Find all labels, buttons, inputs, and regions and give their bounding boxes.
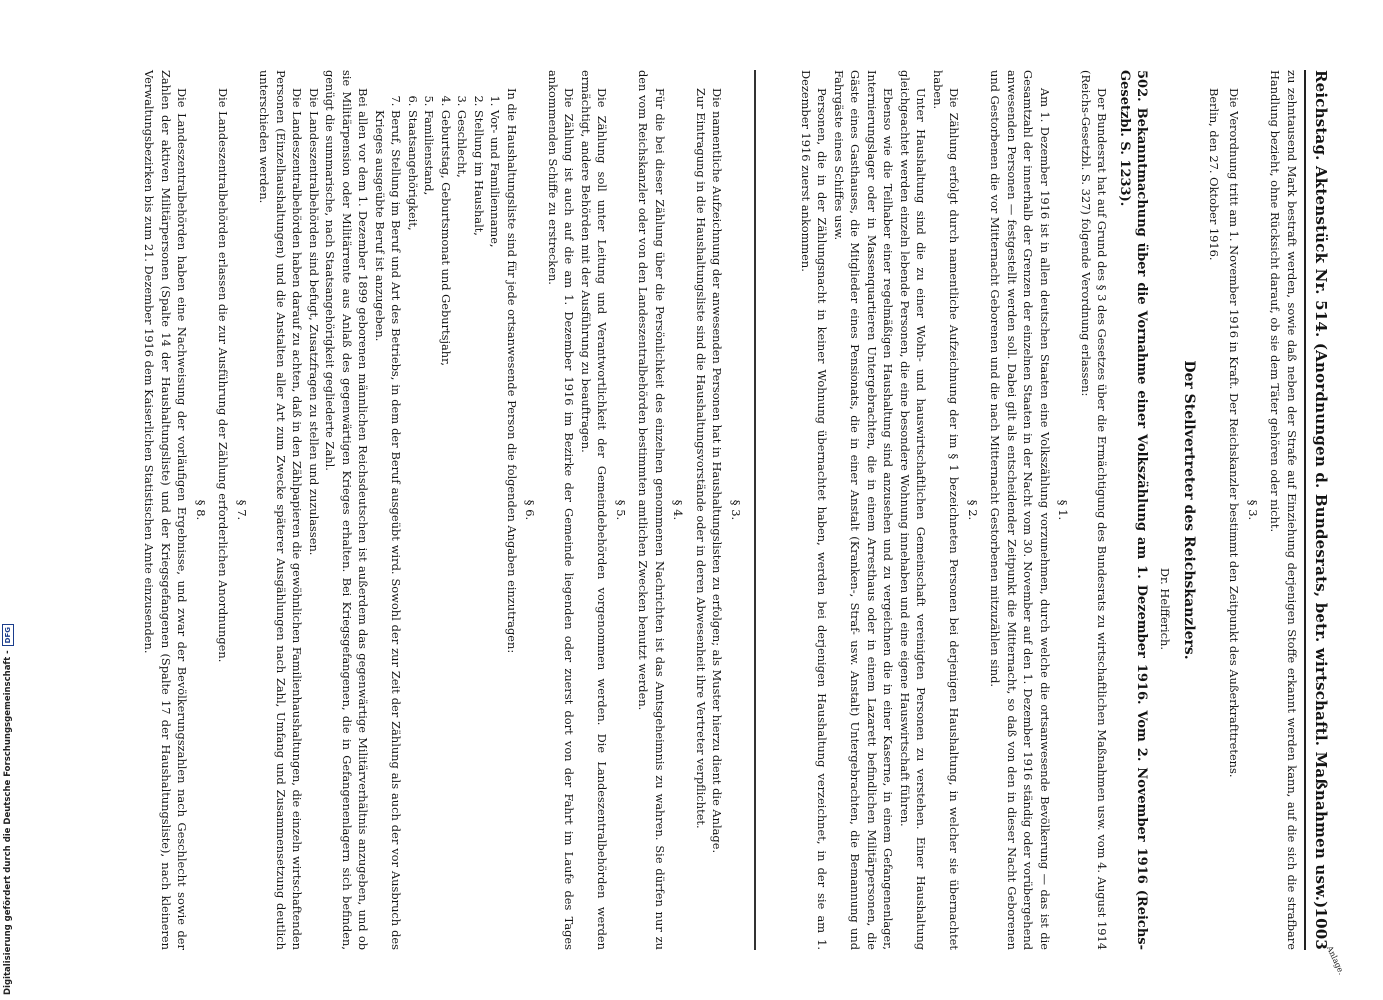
header-rule [1304, 70, 1306, 950]
section-title: § 4. [671, 499, 686, 521]
list-item: 7. Beruf, Stellung im Beruf und Art des Betriebs, in dem der Beruf ausgeübt wird. Sowohl der zur Zeit der Zählung als auch der vor Ausbruch des Krieges ausgeübte Beruf ist anzugeben. [372, 110, 405, 950]
rotated-document [90, 70, 1347, 977]
section-paragraph: Die namentliche Aufzeichnung der anwesenden Personen hat in Haushaltungslisten zu erfolgen; als Muster hierzu dient die Anlage. [710, 88, 725, 854]
dfg-logo: DFG [2, 624, 14, 646]
section-title: § 5. [614, 499, 628, 521]
section-paragraph: Unter Haushaltung sind die zu einer Wohn- und hauswirtschaftlichen Gemeinschaft vereinigten Personen zu verstehen. Einer Haushaltung gleichgeachtet werden einzeln lebende Personen, die eine besondere Wohnung innehaben und eine eigene Hauswirtschaft führen. [898, 70, 929, 950]
page-number: 1003 [1312, 907, 1330, 950]
section-paragraph: Am 1. Dezember 1916 ist in allen deutschen Staaten eine Volkszählung vorzunehmen, durch welche die ortsanwesende Bevölkerung — das ist die Gesamtzahl der innerhalb der Grenzen der einzelnen Staaten in der Nacht vom 30. November auf den 1. Dezember 1916 ständig oder vorübergehend anwesenden Personen — festgestellt werden soll. Dabei gilt als entscheidender Zeitpunkt die Mitternacht, so daß von den in dieser Nacht Geborenen und Gestorbenen die vor Mitternacht Geborenen und die nach Mitternacht Gestorbenen mitzuzählen sind. [988, 70, 1052, 950]
list-item: 1. Vor- und Familienname, [487, 110, 504, 950]
list-item: 5. Familienstand, [421, 110, 438, 950]
section-title: § 7. [235, 499, 249, 521]
census-items-list [372, 70, 504, 950]
intro-paragraph: zu zehntausend Mark bestraft werden, sowie daß neben der Strafe auf Einziehung derjenigen Stoffe erkannt werden kann, auf die sich die strafbare Handlung bezieht, ohne Rücksicht darauf, ob sie dem Täter gehören oder nicht. [1268, 70, 1299, 950]
section-title: § 6. [523, 499, 538, 521]
digitization-credit [2, 624, 14, 995]
section-title: § 1. [1056, 499, 1071, 521]
signer-name: Dr. Helfferich. [1158, 567, 1172, 650]
margin-note: Anlage. [1324, 944, 1347, 977]
section-paragraph: Personen, die in der Zählungsnacht in keiner Wohnung übernachtet haben, werden bei derjenigen Haushaltung verzeichnet, in der sie am 1. Dezember 1916 zuerst ankommen. [799, 70, 830, 950]
column-right [130, 70, 750, 950]
section-paragraph: In die Haushaltungsliste sind für jede ortsanwesende Person die folgenden Angaben einzutragen: [505, 88, 519, 654]
section-paragraph: Für die bei dieser Zählung über die Persönlichkeit des einzelnen genommenen Nachrichten ist das Amtsgeheimnis zu wahren. Sie dürfen nur zu den vom Reichskanzler oder von den Landeszentralbehörden bestimmten amtlichen Zwecken benutzt werden. [636, 70, 667, 950]
section-paragraph: Die Zählung erfolgt durch namentliche Aufzeichnung der im § 1 bezeichneten Personen bei derjenigen Haushaltung, in welcher sie übernachtet haben. [931, 70, 962, 950]
list-item: 3. Geschlecht, [454, 110, 471, 950]
section-title: § 8. [194, 499, 208, 521]
signer-title: Der Stellvertreter des Reichskanzlers. [1181, 360, 1198, 660]
column-divider [754, 70, 756, 950]
section-paragraph: Die Landeszentralbehörden erlassen die zur Ausführung der Zählung erforderlichen Anordnungen. [216, 88, 231, 663]
credit-text: Digitalisierung gefördert durch die Deutsche Forschungsgemeinschaft - [3, 650, 13, 995]
list-item: 4. Geburtstag, Geburtsmonat und Geburtsjahr, [438, 110, 455, 950]
section-paragraph: Die Zählung ist auch auf die am 1. Dezember 1916 im Bezirke der Gemeinde liegenden oder zuerst dort von der Fahrt im Laufe des Tages ankommenden Schiffe zu erstrecken. [546, 70, 577, 950]
section-title: § 3. [1246, 499, 1260, 521]
header-title: Reichstag. Aktenstück Nr. 514. (Anordnungen d. Bundesrats, betr. wirtschaftl. Maßnahmen usw.) [1312, 70, 1330, 909]
section-paragraph: Bei allen vor dem 1. Dezember 1899 geborenen männlichen Reichsdeutschen ist außerdem das gegenwärtige Militärverhältnis anzugeben, und ob sie Militärpension oder Militärrente aus Anlaß des gegenwärtigen Krieges erhalten. Bei Kriegsgefangenen, die in Gefangenenlagern sich befinden, genügt die summarische, nach Staatsangehörigkeit gegliederte Zahl. [323, 70, 371, 950]
section-paragraph: Zur Eintragung in die Haushaltungsliste sind die Haushaltungsvorstände oder in deren Abwesenheit ihre Vertreter verpflichtet. [694, 88, 708, 829]
decree-intro: Der Bundesrat hat auf Grund des § 3 des Gesetzes über die Ermächtigung des Bundesrats zu wirtschaftlichen Maßnahmen usw. vom 4. August 1914 (Reichs-Gesetzbl. S. 327) folgende Verordnung erlassen: [1079, 70, 1110, 950]
column-left [760, 70, 1300, 950]
section-paragraph: Die Verordnung tritt am 1. November 1916 in Kraft. Der Reichskanzler bestimmt den Zeitpunkt des Außerkrafttretens. [1227, 88, 1242, 778]
page-header [1310, 70, 1330, 950]
decree-heading: 502. Bekanntmachung über die Vornahme einer Volkszählung am 1. Dezember 1916. Vom 2. November 1916 (Reichs-Gesetzbl. S. 1233). [1117, 70, 1150, 950]
section-paragraph: Die Landeszentralbehörden haben eine Nachweisung der vorläufigen Ergebnisse, und zwar der Bevölkerungszahlen nach Geschlecht sowie der Zahlen der aktiven Militärpersonen (Spalte 14 der Haushaltungsliste) und der Kriegsgefangenen (Spalte 17 der Haushaltungsliste), nach kleineren Verwaltungsbezirken bis zum 21. Dezember 1916 dem Kaiserlichen Statistischen Amte einzusenden. [142, 70, 190, 950]
section-paragraph: Die Landeszentralbehörden sind befugt, Zusatzfragen zu stellen und zuzulassen. [307, 88, 321, 556]
place-date: Berlin, den 27. Oktober 1916. [1207, 88, 1221, 261]
section-title: § 3. [729, 499, 743, 521]
list-item: 6. Staatsangehörigkeit, [405, 110, 422, 950]
section-paragraph: Die Zählung soll unter Leitung und Verantwortlichkeit der Gemeindebehörden vorgenommen werden. Die Landeszentralbehörden werden ermächtigt, andere Behörden mit der Ausführung zu beauftragen. [579, 70, 610, 950]
section-paragraph: Ebenso wie die Teilhaber einer regelmäßigen Haushaltung sind anzusehen und zu vergeichnen die in einer Kaserne, in einem Gefangenenlager, Internierungslager oder in Massenquartieren Untergebrachten, die in einem Arresthaus oder in einem Lazarett befindlichen Militärpersonen, die Gäste eines Gasthauses, die Mitglieder eines Pensionats, die in einer Anstalt (Kranken-, Straf- usw. Anstalt) Untergebrachten, die Bemannung und Fahrgäste eines Schiffes usw. [832, 70, 896, 950]
list-item: 2. Stellung im Haushalt, [471, 110, 488, 950]
section-paragraph: Die Landeszentralbehörden haben darauf zu achten, daß in den Zählpapieren die gewöhnlichen Familienhaushaltungen, die einzeln wirtschaftenden Personen (Einzelhaushaltungen) und die Anstalten aller Art zum Zwecke späterer Ausgählungen nach Zahl, Umfang und Zusammensetzung deutlich unterschieden werden. [257, 70, 305, 950]
section-title: § 2. [966, 499, 980, 521]
